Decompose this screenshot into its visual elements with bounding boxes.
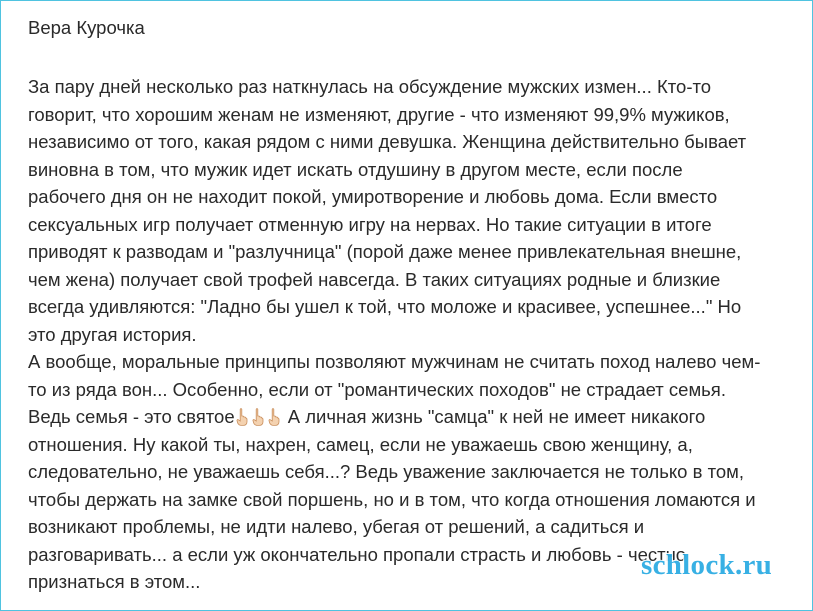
text-line: А вообще, моральные принципы позволяют мужчинам не считать поход налево чем- bbox=[28, 351, 761, 372]
pointing-up-hand-icon bbox=[252, 406, 264, 424]
text-line: чем жена) получает свой трофей навсегда. В таких ситуациях родные и близкие bbox=[28, 268, 721, 290]
site-watermark: schlock.ru bbox=[641, 549, 773, 581]
text-line: сексуальных игр получает отменную игру на нервах. Но такие ситуации в итоге bbox=[28, 213, 712, 235]
text-line: признаться в этом... bbox=[28, 571, 201, 592]
text-line: отношения. Ну какой ты, нахрен, самец, если не уважаешь свою женщину, а, bbox=[28, 433, 693, 455]
text-line: независимо от того, какая рядом с ними девушка. Женщина действительно бывает bbox=[28, 131, 747, 152]
text-line: всегда удивляются: "Ладно бы ушел к той, что моложе и красивее, успешнее..." Но bbox=[28, 296, 742, 317]
text-line: рабочего дня он не находит покой, умиротворение и любовь дома. Если вместо bbox=[28, 186, 718, 207]
text-line: За пару дней несколько раз наткнулась на обсуждение мужских измен... Кто-то bbox=[28, 76, 712, 97]
post-text bbox=[28, 73, 813, 596]
text-line: говорит, что хорошим женам не изменяют, другие - что изменяют 99,9% мужиков, bbox=[28, 103, 730, 125]
text-line: следовательно, не уважаешь себя...? Ведь уважение заключается не только в том, bbox=[28, 461, 744, 482]
text-line: виновна в том, что мужик идет искать отдушину в другом месте, если после bbox=[28, 158, 683, 180]
text-line-with-emoji bbox=[28, 403, 813, 431]
text-line: разговаривать... а если уж окончательно пропали страсть и любовь - честно bbox=[28, 543, 687, 565]
post-author: Вера Курочка bbox=[28, 17, 145, 38]
text-line: чтобы держать на замке свой поршень, но и в том, что когда отношения ломаются и bbox=[28, 488, 756, 510]
pointing-up-hand-icon bbox=[236, 406, 248, 424]
text-line: это другая история. bbox=[28, 323, 197, 345]
text-line: возникают проблемы, не идти налево, убегая от решений, а садиться и bbox=[28, 516, 645, 537]
pointing-up-hand-icon bbox=[268, 406, 280, 424]
text-segment: А личная жизнь "самца" к ней не имеет никакого bbox=[287, 406, 706, 427]
text-line: то из ряда вон... Особенно, если от "романтических походов" не страдает семья. bbox=[28, 378, 726, 400]
text-line: приводят к разводам и "разлучница" (порой даже менее привлекательная внешне, bbox=[28, 241, 742, 262]
text-segment: Ведь семья - это святое bbox=[28, 406, 235, 427]
